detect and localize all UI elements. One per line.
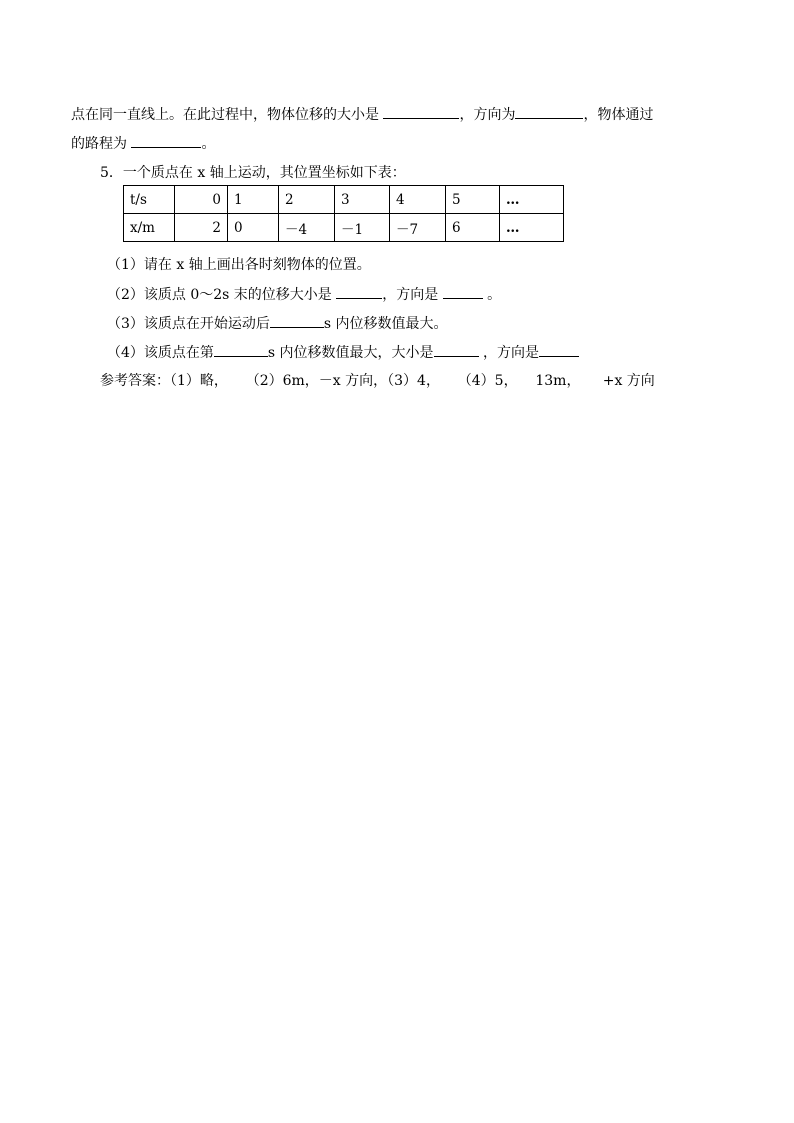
- table-cell: 2: [279, 186, 335, 214]
- intro-text-2b: 。: [201, 136, 216, 152]
- table-cell: t/s: [124, 186, 175, 214]
- table-cell: 0: [175, 186, 228, 214]
- sub-question-1: （1）请在 x 轴上画出各时刻物体的位置。: [107, 257, 371, 273]
- intro-text-1a: 点在同一直线上。在此过程中，物体位移的大小是: [71, 107, 384, 123]
- intro-text-2a: 的路程为: [71, 136, 132, 152]
- table-cell: 4: [390, 186, 446, 214]
- displacement-blank[interactable]: [383, 104, 459, 119]
- intro-line-1: [71, 104, 653, 125]
- sub3-time-blank[interactable]: [270, 313, 324, 328]
- direction-blank[interactable]: [515, 104, 583, 119]
- sub4-direction-blank[interactable]: [539, 342, 579, 357]
- table-row: [124, 186, 564, 214]
- path-length-blank[interactable]: [131, 133, 201, 148]
- sub2-magnitude-blank[interactable]: [336, 284, 382, 299]
- table-cell: －1: [335, 214, 390, 242]
- table-cell: …: [500, 186, 564, 214]
- sub4-second-blank[interactable]: [214, 342, 268, 357]
- sub-question-2: [107, 284, 501, 305]
- table-cell: x/m: [124, 214, 175, 242]
- sub2-text-b: ，方向是: [382, 287, 443, 303]
- question-5-stem: 5．一个质点在 x 轴上运动，其位置坐标如下表：: [100, 165, 406, 181]
- sub4-text-b: s 内位移数值最大，大小是: [267, 345, 434, 361]
- position-table: [123, 185, 564, 242]
- sub4-text-a: （4）该质点在第: [107, 345, 214, 361]
- table-cell: 2: [175, 214, 228, 242]
- intro-text-1b: ，方向为: [459, 107, 516, 123]
- table-cell: －7: [390, 214, 446, 242]
- table-cell: －4: [279, 214, 335, 242]
- table-row: [124, 214, 564, 242]
- sub-question-4: [107, 342, 579, 363]
- sub3-text-a: （3）该质点在开始运动后: [107, 316, 270, 332]
- table-cell: 5: [446, 186, 500, 214]
- intro-line-2: [71, 133, 215, 154]
- table-cell: 3: [335, 186, 390, 214]
- sub4-text-c: ，方向是: [478, 345, 540, 361]
- sub2-text-a: （2）该质点 0～2s 末的位移大小是: [107, 287, 337, 303]
- table-cell: 1: [228, 186, 279, 214]
- intro-text-1c: ，物体通过: [583, 107, 654, 123]
- sub-question-3: [107, 313, 448, 334]
- sub2-text-c: 。: [482, 287, 502, 303]
- sub2-direction-blank[interactable]: [443, 284, 483, 299]
- table-cell: …: [500, 214, 564, 242]
- sub4-magnitude-blank[interactable]: [434, 342, 479, 357]
- sub3-text-b: s 内位移数值最大。: [323, 316, 448, 332]
- table-cell: 0: [228, 214, 279, 242]
- table-cell: 6: [446, 214, 500, 242]
- reference-answer: 参考答案：（1）略， （2）6m，－x 方向，（3）4， （4）5， 13m， +x 方向: [100, 373, 655, 389]
